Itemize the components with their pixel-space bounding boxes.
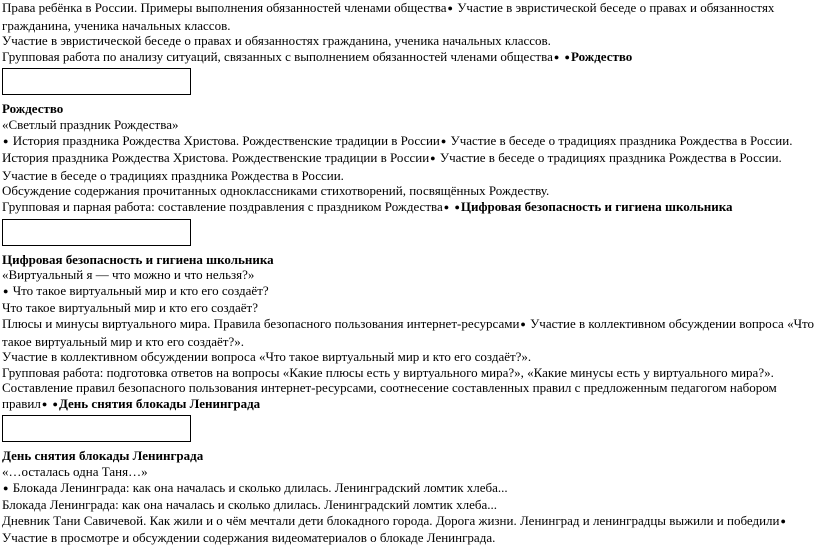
- paragraph-christmas-history-bullet: [2, 133, 816, 151]
- paragraph-christmas-poems: Обсуждение содержания прочитанных одноклассниками стихотворений, посвящённых Рождеству.: [2, 183, 550, 199]
- text-rights-activity: Участие в эвристической беседе о правах и обязанностях гражданина, ученика начальных классов.: [2, 0, 775, 33]
- heading-christmas: Рождество: [2, 101, 64, 117]
- bullet-icon: [2, 133, 9, 148]
- bullet-icon: [453, 199, 460, 214]
- text-safety-rules: Составление правил безопасного пользования интернет-ресурсами, соотнесение составленных правил с предложенным педагогом набором правил: [2, 380, 777, 411]
- bullet-icon: [2, 480, 9, 495]
- empty-cell-box: [2, 415, 191, 442]
- subtitle-digital-safety: «Виртуальный я — что можно и что нельзя?»: [2, 267, 255, 283]
- paragraph-christmas-history: [2, 150, 816, 168]
- bullet-icon: [519, 316, 526, 331]
- text-next-topic-blockade: День снятия блокады Ленинграда: [58, 395, 261, 411]
- paragraph-rights: [2, 0, 816, 33]
- heading-blockade: День снятия блокады Ленинграда: [2, 448, 204, 464]
- paragraph-group-answers: Групповая работа: подготовка ответов на вопросы «Какие плюсы есть у виртуального мира?», «Какие минусы есть у виртуального мира?».: [2, 364, 774, 380]
- text-christmas-activity: Участие в беседе о традициях праздника Рождества в России.: [450, 132, 793, 148]
- paragraph-group-work: [2, 49, 816, 67]
- text-christmas-activity-2: Участие в беседе о традициях праздника Рождества в России.: [439, 150, 782, 166]
- text-blockade: Блокада Ленинграда: как она началась и сколько длилась. Ленинградский ломтик хлеба...: [12, 479, 508, 495]
- bullet-icon: [553, 49, 560, 64]
- text-tanya-diary: Дневник Тани Савичевой. Как жили и о чём мечтали дети блокадного города. Дорога жизни. Ленинград и ленинградцы выжили и победили: [2, 512, 780, 528]
- bullet-icon: [52, 396, 59, 411]
- bullet-icon: [2, 283, 9, 298]
- bullet-icon: [41, 396, 48, 411]
- paragraph-collective-discussion: Участие в коллективном обсуждении вопроса «Что такое виртуальный мир и кто его создаёт?».: [2, 349, 532, 365]
- bullet-icon: [780, 513, 787, 528]
- paragraph-tanya-diary: [2, 513, 816, 546]
- text-virtual-world: Что такое виртуальный мир и кто его создаёт?: [12, 282, 269, 298]
- empty-cell-box: [2, 219, 191, 246]
- paragraph-rights-activity: Участие в эвристической беседе о правах и обязанностях гражданина, ученика начальных классов.: [2, 33, 551, 49]
- text-next-topic-digital: Цифровая безопасность и гигиена школьника: [460, 198, 733, 214]
- paragraph-virtual-world: Что такое виртуальный мир и кто его создаёт?: [2, 300, 258, 316]
- paragraph-pros-cons: [2, 316, 816, 349]
- text-pros-cons: Плюсы и минусы виртуального мира. Правила безопасного пользования интернет-ресурсами: [2, 315, 520, 331]
- paragraph-christmas-group-work: [2, 199, 816, 217]
- text-collective-discussion: Участие в коллективном обсуждении вопроса «Что такое виртуальный мир и кто его создаёт?».: [2, 315, 815, 349]
- bullet-icon: [443, 199, 450, 214]
- paragraph-blockade-bullet: [2, 480, 816, 498]
- subtitle-blockade: «…осталась одна Таня…»: [2, 464, 148, 480]
- text-group-work: Групповая работа по анализу ситуаций, связанных с выполнением обязанностей членами общества: [2, 48, 553, 64]
- text-christmas-history: История праздника Рождества Христова. Рождественские традиции в России: [12, 132, 440, 148]
- heading-digital-safety: Цифровая безопасность и гигиена школьника: [2, 251, 274, 267]
- paragraph-christmas-discussion: Участие в беседе о традициях праздника Рождества в России.: [2, 167, 344, 183]
- text-christmas-group-work: Групповая и парная работа: составление поздравления с праздником Рождества: [2, 198, 443, 214]
- text-next-topic-christmas: Рождество: [570, 48, 633, 64]
- subtitle-christmas: «Светлый праздник Рождества»: [2, 116, 179, 132]
- paragraph-blockade: Блокада Ленинграда: как она началась и сколько длилась. Ленинградский ломтик хлеба...: [2, 497, 497, 513]
- bullet-icon: [564, 49, 571, 64]
- text-video-discussion: Участие в просмотре и обсуждении содержания видеоматериалов о блокаде Ленинграда.: [2, 530, 496, 546]
- text-christmas-history-2: История праздника Рождества Христова. Рождественские традиции в России: [2, 150, 430, 166]
- bullet-icon: [447, 0, 454, 15]
- empty-cell-box: [2, 68, 191, 95]
- bullet-icon: [429, 150, 436, 165]
- bullet-icon: [440, 133, 447, 148]
- paragraph-virtual-world-bullet: [2, 283, 816, 301]
- text-rights-topic: Права ребёнка в России. Примеры выполнения обязанностей членами общества: [2, 0, 447, 15]
- paragraph-safety-rules: [2, 380, 816, 413]
